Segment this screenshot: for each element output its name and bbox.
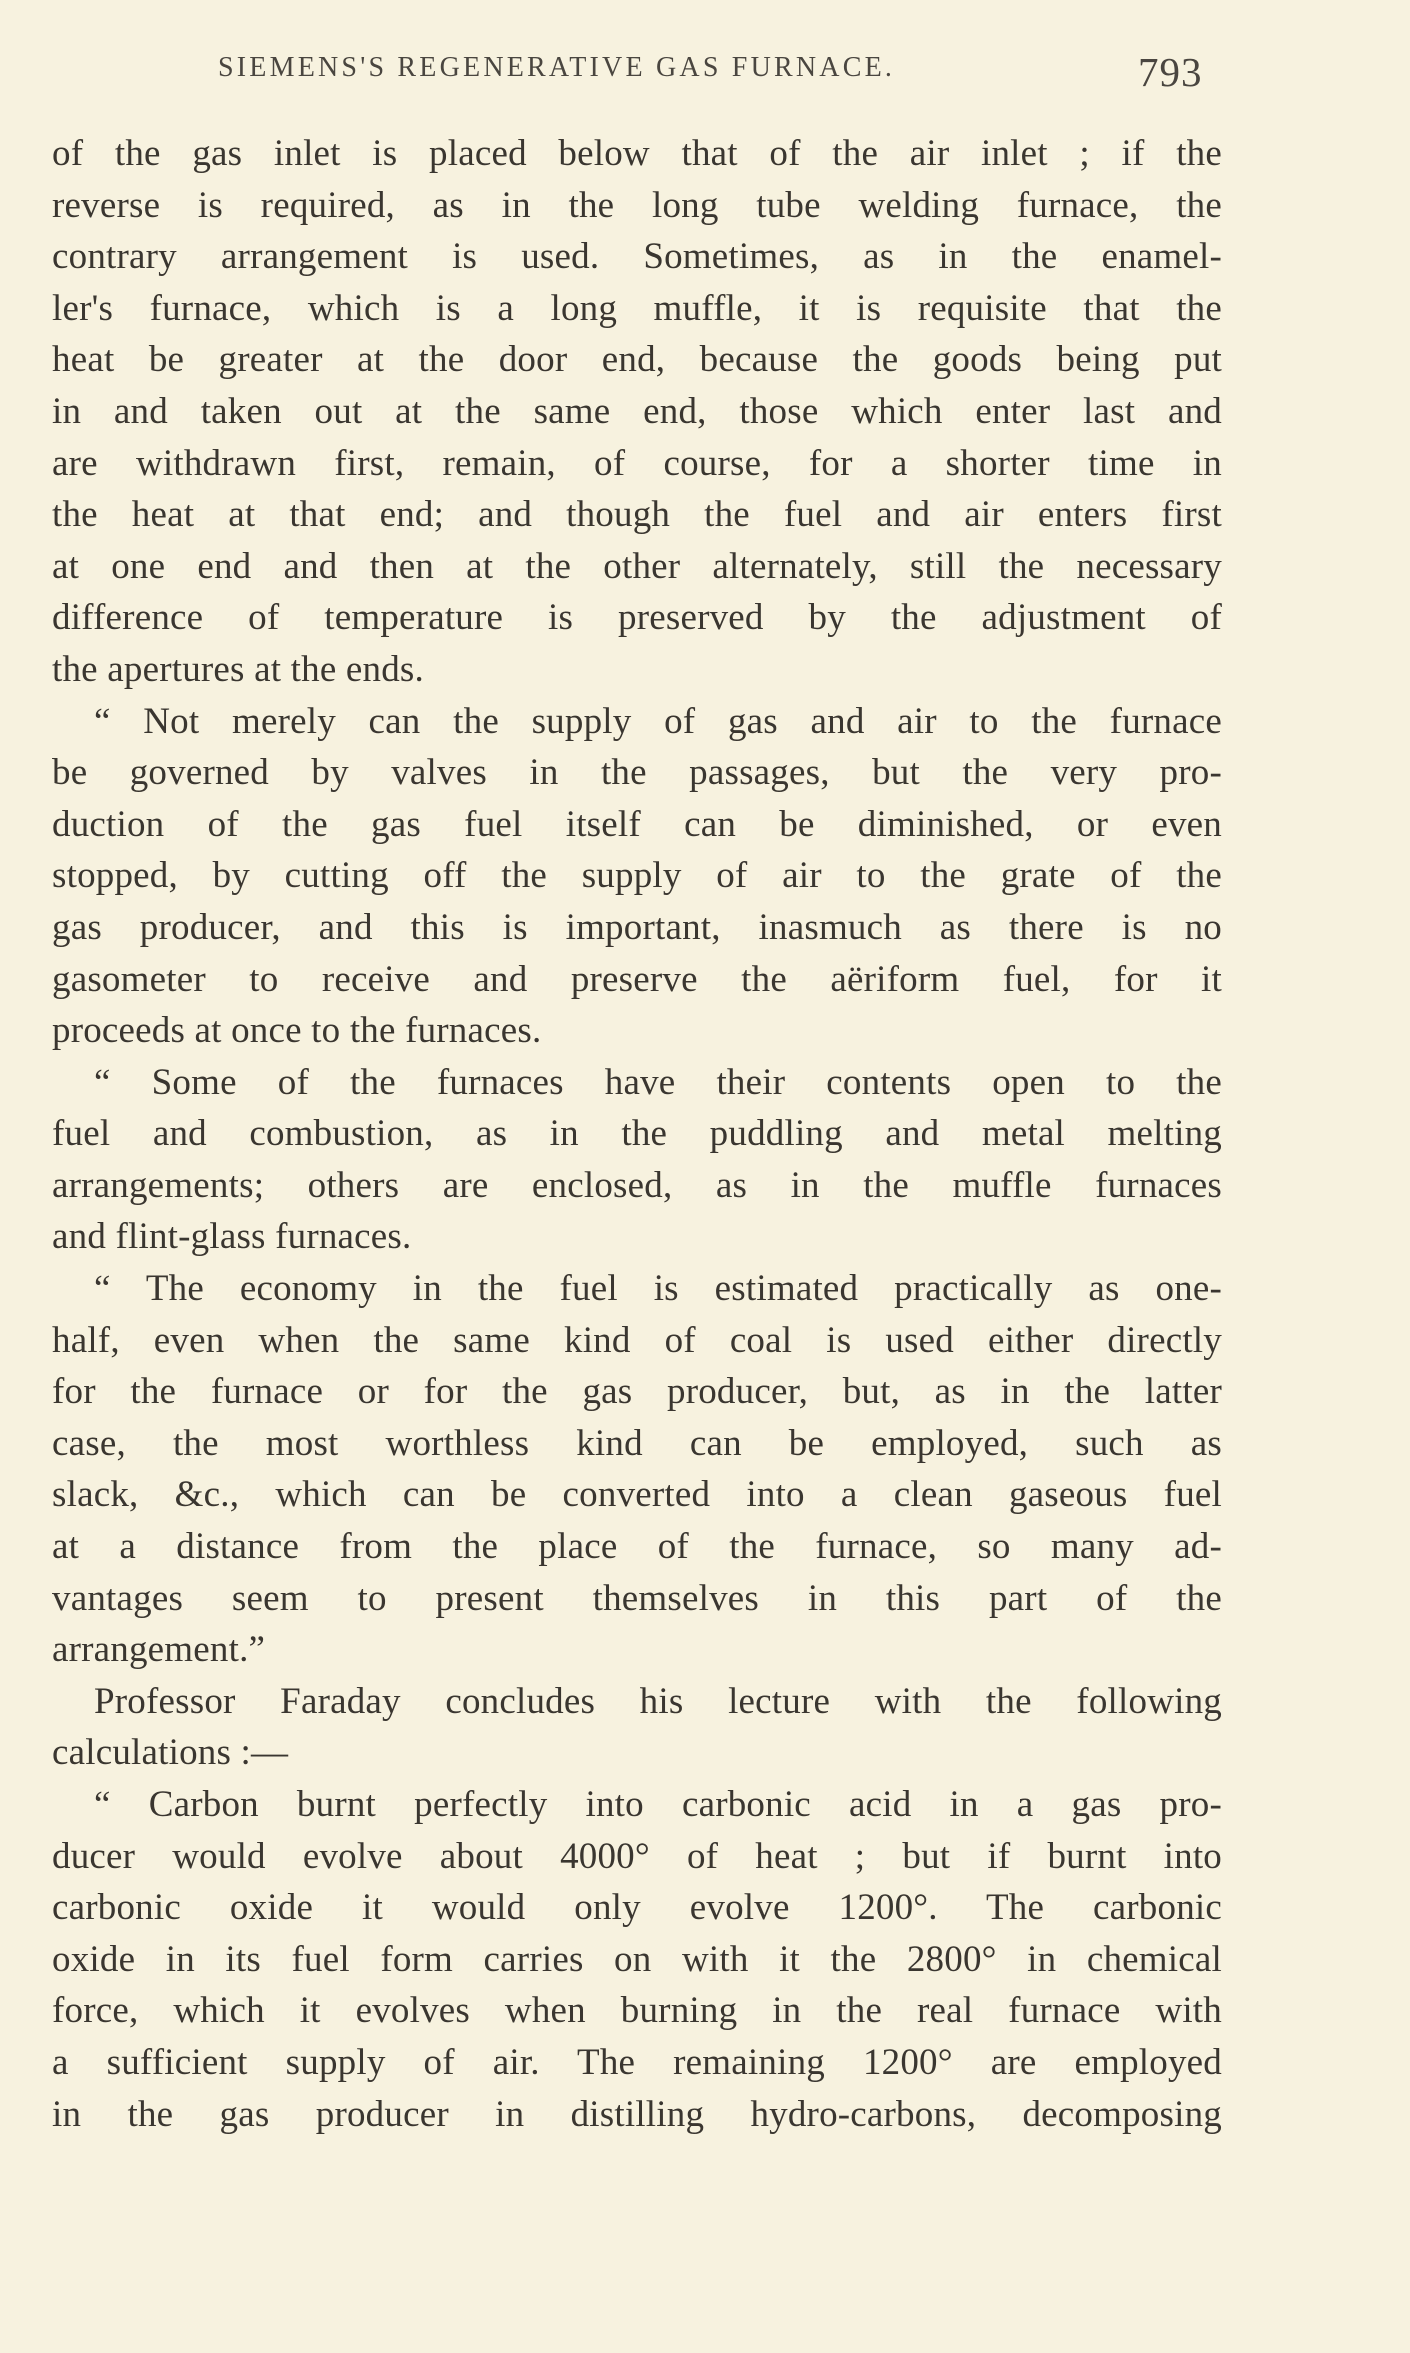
text-line: the apertures at the ends. bbox=[52, 648, 424, 690]
text-line: proceeds at once to the furnaces. bbox=[52, 1010, 542, 1052]
text-line: arrangements; others are enclosed, as in the muffle furnaces bbox=[52, 1164, 1222, 1206]
running-head: SIEMENS'S REGENERATIVE GAS FURNACE. bbox=[218, 52, 896, 83]
text-line: the heat at that end; and though the fuel and air enters first bbox=[52, 494, 1222, 536]
text-line: be governed by valves in the passages, but the very pro- bbox=[52, 752, 1222, 794]
text-line: oxide in its fuel form carries on with it the 2800° in chemical bbox=[52, 1938, 1222, 1980]
text-line: in and taken out at the same end, those which enter last and bbox=[52, 390, 1222, 432]
text-line: a sufficient supply of air. The remaining 1200° are employed bbox=[52, 2041, 1222, 2083]
text-line: difference of temperature is preserved by the adjustment of bbox=[52, 597, 1222, 639]
body-text bbox=[52, 128, 1222, 2140]
text-line: fuel and combustion, as in the puddling and metal melting bbox=[52, 1113, 1222, 1155]
text-line: case, the most worthless kind can be employed, such as bbox=[52, 1422, 1222, 1464]
text-line: are withdrawn first, remain, of course, for a shorter time in bbox=[52, 442, 1222, 484]
text-line: “ The economy in the fuel is estimated practically as one- bbox=[94, 1268, 1222, 1310]
text-line: for the furnace or for the gas producer, but, as in the latter bbox=[52, 1371, 1222, 1413]
text-line: slack, &c., which can be converted into a clean gaseous fuel bbox=[52, 1474, 1222, 1516]
text-line: “ Not merely can the supply of gas and air to the furnace bbox=[94, 700, 1222, 742]
text-line: contrary arrangement is used. Sometimes, as in the enamel- bbox=[52, 236, 1222, 278]
text-line: “ Carbon burnt perfectly into carbonic acid in a gas pro- bbox=[94, 1784, 1222, 1825]
text-line: at one end and then at the other alternately, still the necessary bbox=[52, 545, 1222, 587]
text-line: reverse is required, as in the long tube welding furnace, the bbox=[52, 184, 1222, 226]
text-line: heat be greater at the door end, because the goods being put bbox=[52, 339, 1222, 381]
text-line: “ Some of the furnaces have their contents open to the bbox=[94, 1061, 1222, 1103]
text-line: force, which it evolves when burning in the real furnace with bbox=[52, 1990, 1222, 2032]
text-line: ducer would evolve about 4000° of heat ; but if burnt into bbox=[52, 1835, 1222, 1877]
text-line: ler's furnace, which is a long muffle, it is requisite that the bbox=[52, 287, 1222, 329]
text-line: arrangement.” bbox=[52, 1629, 266, 1671]
text-line: carbonic oxide it would only evolve 1200°. The carbonic bbox=[52, 1887, 1222, 1929]
page-number: 793 bbox=[1138, 49, 1203, 95]
text-line: at a distance from the place of the furnace, so many ad- bbox=[52, 1526, 1222, 1568]
text-line: of the gas inlet is placed below that of the air inlet ; if the bbox=[52, 133, 1222, 174]
text-line: in the gas producer in distilling hydro-carbons, decomposing bbox=[52, 2093, 1222, 2135]
text-line: and flint-glass furnaces. bbox=[52, 1216, 412, 1258]
text-line: Professor Faraday concludes his lecture with the following bbox=[94, 1680, 1222, 1722]
text-line: stopped, by cutting off the supply of air to the grate of the bbox=[52, 855, 1222, 897]
text-line: half, even when the same kind of coal is used either directly bbox=[52, 1319, 1222, 1361]
text-line: vantages seem to present themselves in this part of the bbox=[52, 1577, 1222, 1619]
text-line: gasometer to receive and preserve the aëriform fuel, for it bbox=[52, 958, 1222, 1000]
text-line: duction of the gas fuel itself can be diminished, or even bbox=[52, 803, 1222, 845]
text-line: gas producer, and this is important, inasmuch as there is no bbox=[52, 906, 1222, 948]
text-line: calculations :— bbox=[52, 1732, 289, 1774]
